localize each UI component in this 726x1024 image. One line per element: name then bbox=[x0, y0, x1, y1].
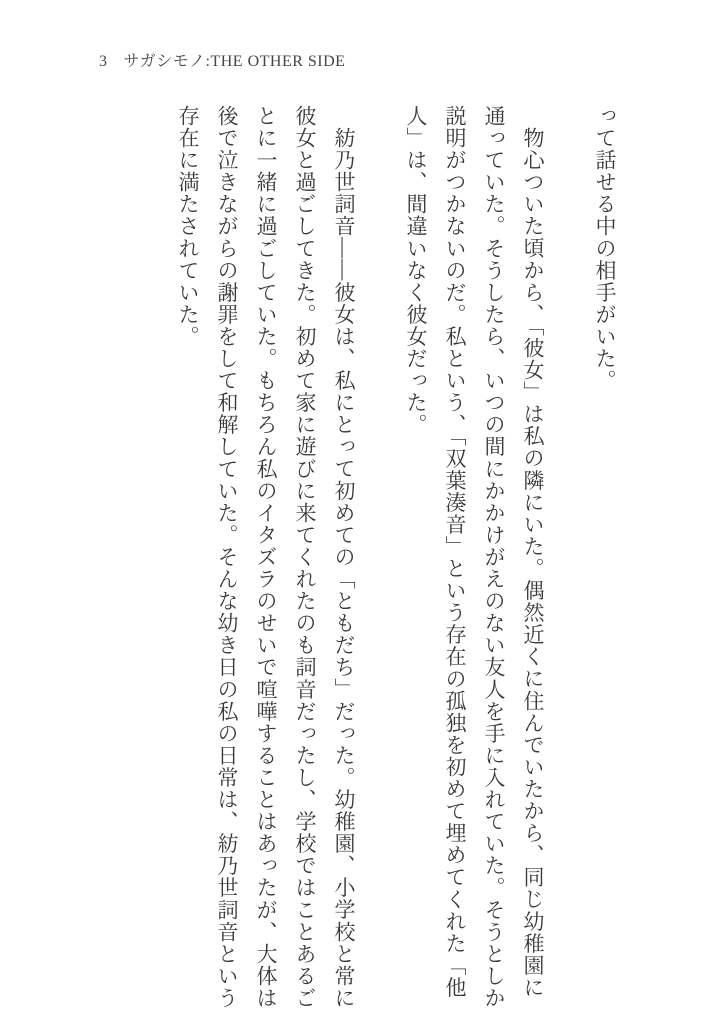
paragraph: 紡乃世詞音――彼女は、私にとって初めての「ともだち」だった。幼稚園、小学校と常に彼女と過ごしてきた。初めて家に遊びに来てくれたのも詞音だったし、学校ではことあるごとに一緒に過ごしていた。もちろん私のイタズラのせいで喧嘩することはあったが、大体は後で泣きながらの謝罪をして和解していた。そんな幼き日の私の日常は、紡乃世詞音という存在に満たされていた。 bbox=[176, 105, 356, 1010]
running-header bbox=[99, 48, 345, 71]
page-number: 3 bbox=[99, 53, 108, 70]
paragraph: って話せる中の相手がいた。 bbox=[593, 105, 617, 392]
book-title: サガシモノ:THE OTHER SIDE bbox=[123, 53, 346, 70]
paragraph: 物心ついた頃から、「彼女」は私の隣にいた。偶然近くに住んでいたから、同じ幼稚園に通っていた。そうしたら、いつの間にかかけがえのない友人を手に入れていた。そうとしか説明がつかないのだ。私という、「双葉湊音」という存在の孤独を初めて埋めてくれた「他人」は、間違いなく彼女だった。 bbox=[404, 105, 545, 1010]
vertical-text-block bbox=[168, 105, 624, 1011]
